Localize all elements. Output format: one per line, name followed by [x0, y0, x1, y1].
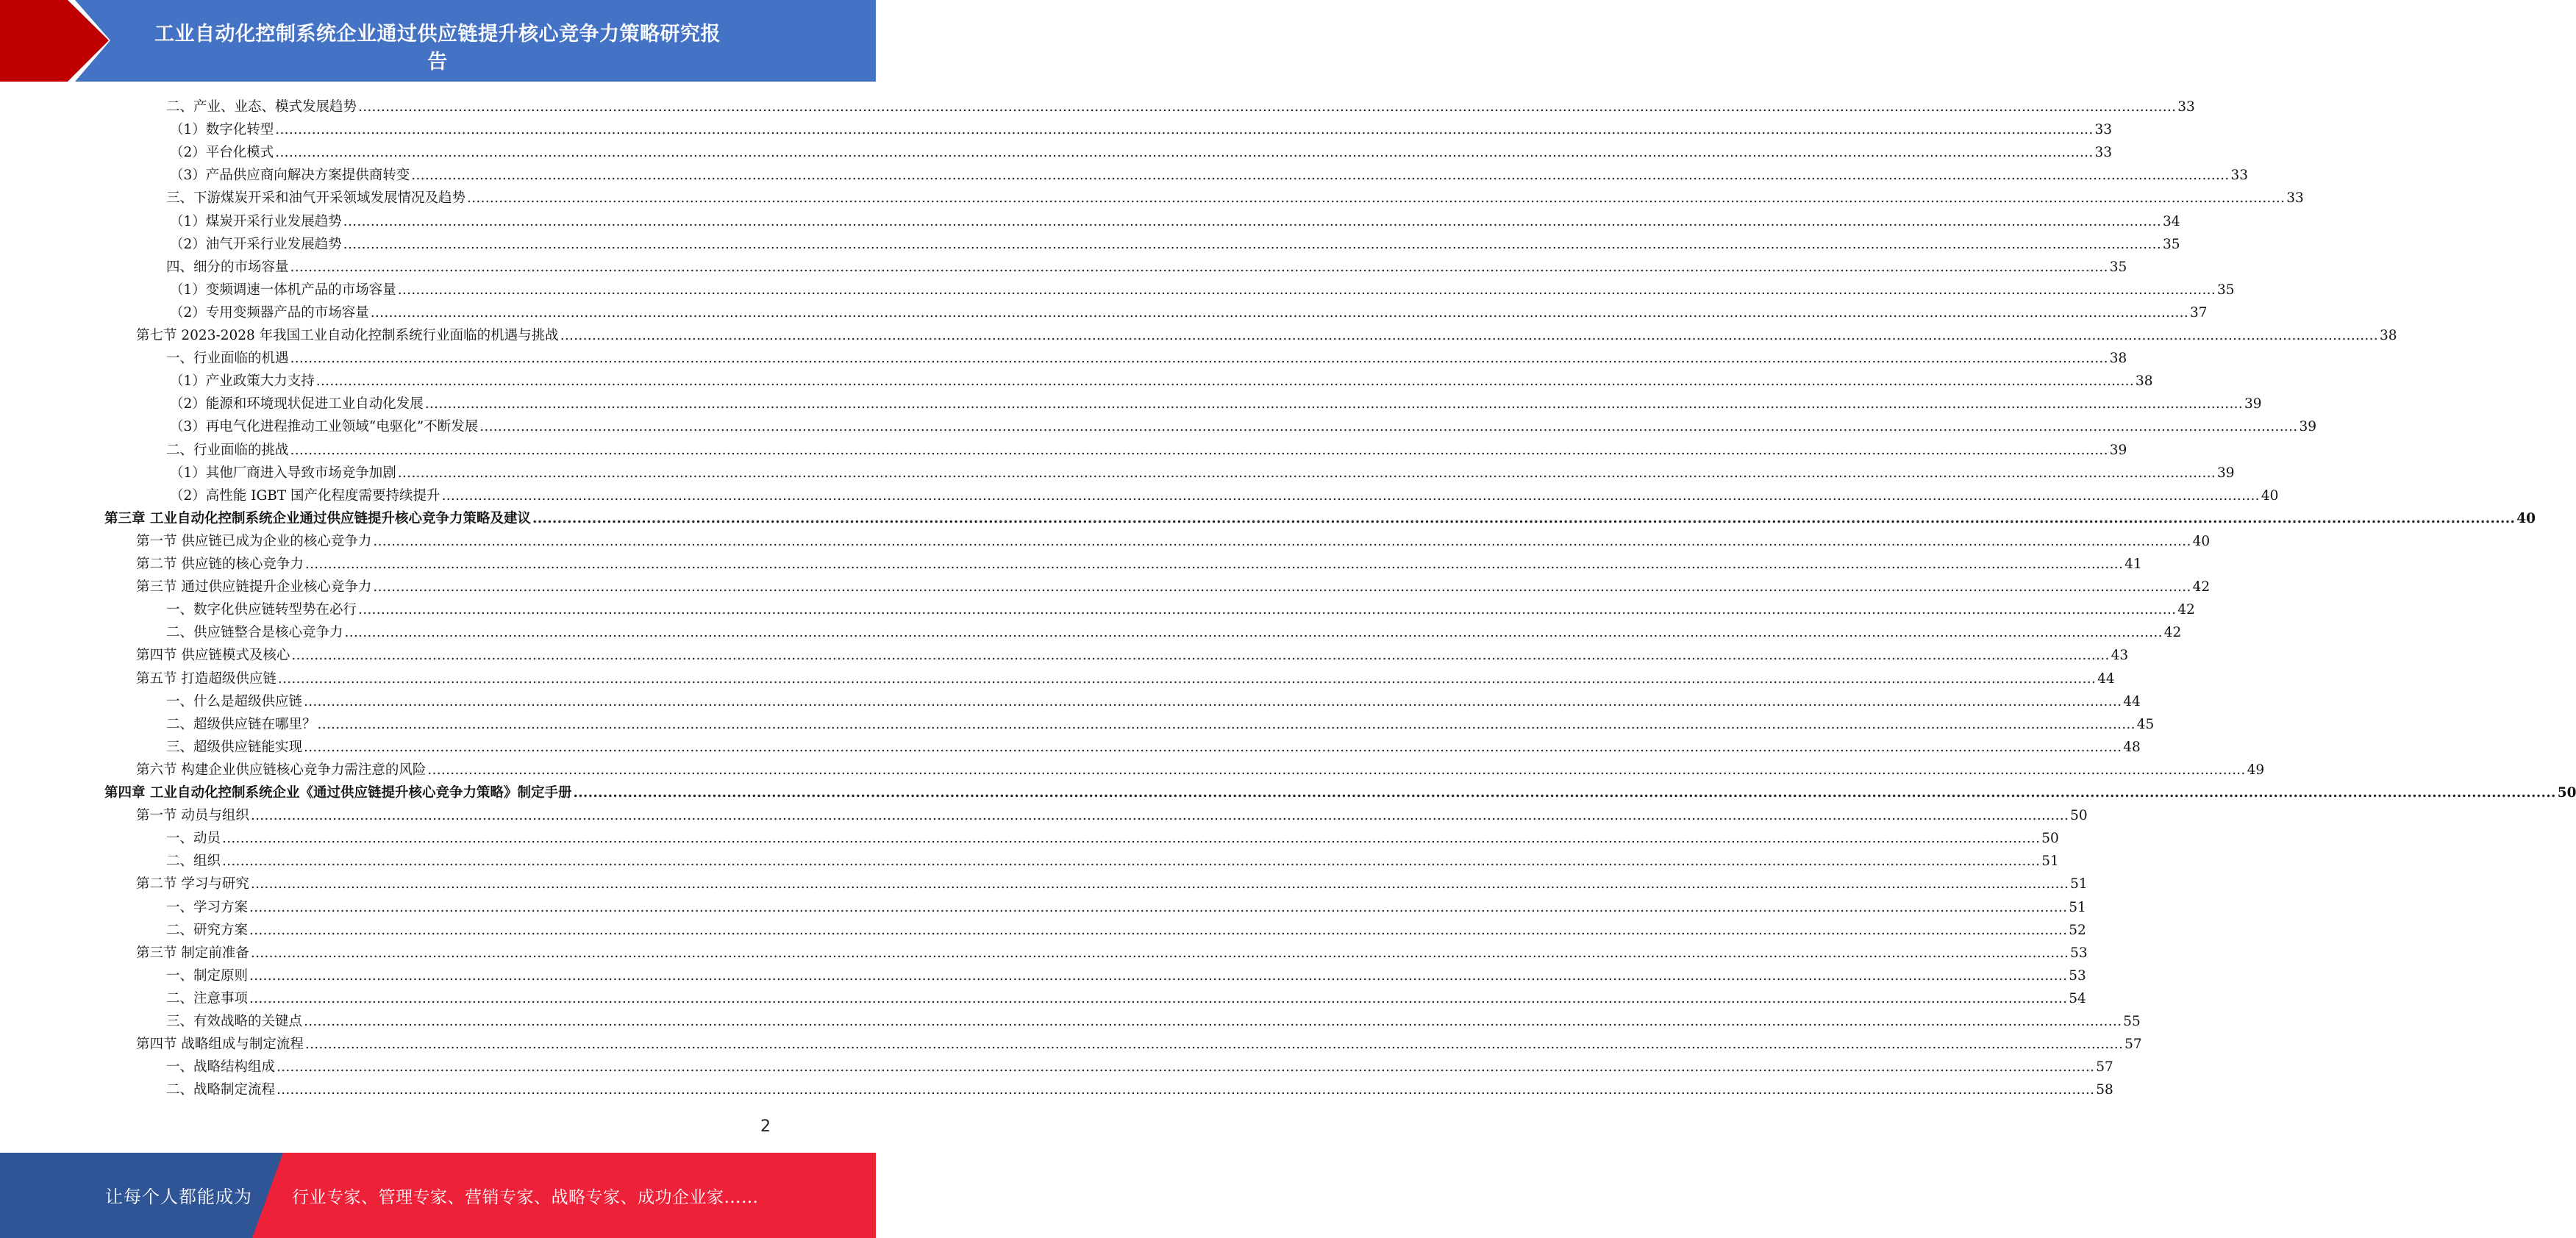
- toc-entry[interactable]: [166, 437, 2127, 459]
- toc-entry-label: 第五节 打造超级供应链: [136, 670, 276, 687]
- footer-slogan-left: 让每个人都能成为: [105, 1187, 252, 1207]
- toc-entry-label: 第四节 战略组成与制定流程: [136, 1037, 304, 1053]
- footer-slogan-right: 行业专家、管理专家、营销专家、战略专家、成功企业家……: [292, 1188, 759, 1207]
- toc-entry[interactable]: [166, 962, 2086, 985]
- toc-entry[interactable]: [166, 619, 2182, 642]
- toc-entry-label: 第四节 供应链模式及核心: [136, 648, 290, 664]
- document-title-line-2: 告: [427, 51, 448, 74]
- page-header: [0, 0, 876, 82]
- toc-entry-page: 39: [2217, 465, 2235, 481]
- toc-dot-leader: ................................................................................................................................................................................................................................................................................................................................................................................................................: [249, 922, 2068, 938]
- toc-entry[interactable]: [166, 596, 2195, 619]
- toc-entry-page: 40: [2516, 510, 2536, 526]
- toc-dot-leader: ................................................................................................................................................................................................................................................................................................................................................................................................................: [427, 762, 2246, 778]
- toc-entry-page: 41: [2124, 557, 2142, 572]
- toc-entry-label: 第二节 学习与研究: [136, 876, 249, 892]
- toc-entry-page: 45: [2136, 716, 2155, 732]
- toc-entry[interactable]: [136, 642, 2129, 665]
- toc-dot-leader: ................................................................................................................................................................................................................................................................................................................................................................................................................: [291, 648, 2110, 664]
- toc-entry-page: 48: [2123, 739, 2141, 755]
- toc-entry-label: 二、研究方案: [166, 922, 249, 938]
- toc-dot-leader: ................................................................................................................................................................................................................................................................................................................................................................................................................: [250, 808, 2069, 824]
- toc-entry-label: 第一节 动员与组织: [136, 808, 249, 824]
- toc-entry-label: （2）油气开采行业发展趋势: [170, 236, 342, 252]
- toc-dot-leader: ................................................................................................................................................................................................................................................................................................................................................................................................................: [315, 373, 2135, 390]
- toc-entry[interactable]: [136, 756, 2265, 779]
- toc-entry[interactable]: [166, 688, 2141, 711]
- toc-dot-leader: ................................................................................................................................................................................................................................................................................................................................................................................................................: [467, 190, 2286, 207]
- toc-entry-label: 第三节 制定前准备: [136, 945, 249, 961]
- toc-entry[interactable]: [104, 779, 2576, 802]
- toc-entry-label: 二、战略制定流程: [166, 1082, 276, 1098]
- toc-entry-page: 44: [2123, 693, 2141, 709]
- toc-entry-label: （1）产业政策大力支持: [170, 373, 315, 390]
- header-red-arrow-decoration: [0, 0, 110, 82]
- toc-dot-leader: ................................................................................................................................................................................................................................................................................................................................................................................................................: [290, 351, 2108, 367]
- toc-entry[interactable]: [170, 162, 2249, 185]
- toc-entry-label: 第七节 2023-2028 年我国工业自动化控制系统行业面临的机遇与挑战: [136, 328, 559, 343]
- toc-entry-page: 51: [2069, 899, 2086, 915]
- toc-entry-page: 42: [2163, 625, 2182, 641]
- toc-dot-leader: ................................................................................................................................................................................................................................................................................................................................................................................................................: [370, 304, 2189, 321]
- toc-entry-label: （2）高性能 IGBT 国产化程度需要持续提升: [170, 487, 440, 504]
- toc-dot-leader: ................................................................................................................................................................................................................................................................................................................................................................................................................: [249, 899, 2068, 915]
- toc-entry[interactable]: [166, 894, 2086, 917]
- toc-entry-label: 一、学习方案: [166, 899, 249, 915]
- toc-entry[interactable]: [166, 1008, 2141, 1031]
- toc-entry[interactable]: [136, 870, 2088, 893]
- toc-entry-page: 42: [2177, 602, 2195, 618]
- toc-dot-leader: ................................................................................................................................................................................................................................................................................................................................................................................................................: [304, 1037, 2124, 1053]
- toc-entry[interactable]: [136, 940, 2088, 962]
- toc-entry-label: 一、动员: [166, 831, 221, 847]
- toc-entry-label: （3）再电气化进程推动工业领域“电驱化”不断发展: [170, 419, 479, 435]
- toc-entry-page: 53: [2069, 967, 2086, 984]
- toc-entry[interactable]: [136, 528, 2211, 551]
- toc-entry-page: 35: [2109, 259, 2127, 275]
- toc-entry-page: 37: [2190, 304, 2208, 321]
- toc-entry[interactable]: [170, 139, 2113, 162]
- toc-dot-leader: ................................................................................................................................................................................................................................................................................................................................................................................................................: [317, 716, 2136, 732]
- toc-entry-page: 34: [2163, 213, 2180, 229]
- toc-entry-label: 第三节 通过供应链提升企业核心竞争力: [136, 579, 372, 595]
- toc-entry-label: 二、超级供应链在哪里？: [166, 716, 316, 732]
- toc-dot-leader: ................................................................................................................................................................................................................................................................................................................................................................................................................: [560, 328, 2378, 343]
- toc-entry-label: 第一节 供应链已成为企业的核心竞争力: [136, 533, 372, 549]
- toc-entry-page: 51: [2041, 854, 2059, 870]
- toc-dot-leader: ................................................................................................................................................................................................................................................................................................................................................................................................................: [275, 145, 2094, 161]
- toc-entry[interactable]: [166, 1053, 2113, 1076]
- toc-entry-page: 50: [2070, 808, 2088, 824]
- toc-dot-leader: ................................................................................................................................................................................................................................................................................................................................................................................................................: [222, 831, 2041, 847]
- toc-entry-page: 33: [2286, 190, 2304, 207]
- toc-entry-page: 33: [2094, 122, 2113, 138]
- toc-dot-leader: ................................................................................................................................................................................................................................................................................................................................................................................................................: [532, 510, 2516, 526]
- toc-entry-label: 三、下游煤炭开采和油气开采领域发展情况及趋势: [166, 190, 466, 207]
- toc-entry-page: 50: [2041, 831, 2059, 847]
- toc-entry[interactable]: [136, 573, 2211, 596]
- toc-dot-leader: ................................................................................................................................................................................................................................................................................................................................................................................................................: [373, 579, 2191, 595]
- toc-entry[interactable]: [136, 551, 2142, 573]
- toc-entry-page: 38: [2136, 373, 2153, 390]
- toc-entry-label: 第二节 供应链的核心竞争力: [136, 557, 304, 572]
- toc-dot-leader: ................................................................................................................................................................................................................................................................................................................................................................................................................: [277, 670, 2097, 687]
- toc-dot-leader: ................................................................................................................................................................................................................................................................................................................................................................................................................: [373, 533, 2191, 549]
- toc-entry-page: 58: [2096, 1082, 2113, 1098]
- toc-entry-page: 39: [2299, 419, 2316, 435]
- toc-entry-label: 一、制定原则: [166, 967, 249, 984]
- page-footer: [0, 1153, 876, 1238]
- toc-entry[interactable]: [136, 322, 2397, 345]
- toc-entry-label: 二、供应链整合是核心竞争力: [166, 625, 343, 641]
- toc-dot-leader: ................................................................................................................................................................................................................................................................................................................................................................................................................: [573, 785, 2556, 801]
- toc-entry-page: 35: [2163, 236, 2180, 252]
- toc-entry-page: 42: [2192, 579, 2211, 595]
- toc-entry-label: （2）平台化模式: [170, 145, 274, 161]
- toc-entry[interactable]: [170, 482, 2279, 505]
- toc-dot-leader: ................................................................................................................................................................................................................................................................................................................................................................................................................: [304, 1014, 2122, 1029]
- toc-entry-page: 43: [2111, 648, 2129, 664]
- toc-entry-label: 一、什么是超级供应链: [166, 693, 303, 709]
- toc-dot-leader: ................................................................................................................................................................................................................................................................................................................................................................................................................: [304, 557, 2124, 572]
- toc-entry[interactable]: [166, 345, 2127, 368]
- toc-entry-label: 三、超级供应链能实现: [166, 739, 303, 755]
- toc-entry-page: 33: [2230, 168, 2249, 184]
- document-title-line-1: 工业自动化控制系统企业通过供应链提升核心竞争力策略研究报: [154, 23, 721, 46]
- toc-entry-label: 一、战略结构组成: [166, 1059, 276, 1076]
- toc-entry-label: 三、有效战略的关键点: [166, 1014, 303, 1029]
- toc-dot-leader: ................................................................................................................................................................................................................................................................................................................................................................................................................: [479, 419, 2298, 435]
- toc-entry-label: （1）其他厂商进入导致市场竞争加剧: [170, 465, 396, 481]
- toc-entry-label: 第四章 工业自动化控制系统企业《通过供应链提升核心竞争力策略》制定手册: [104, 785, 572, 801]
- toc-entry-label: （1）变频调速一体机产品的市场容量: [170, 282, 396, 298]
- toc-entry-label: 二、注意事项: [166, 990, 249, 1006]
- toc-dot-leader: ................................................................................................................................................................................................................................................................................................................................................................................................................: [344, 625, 2163, 641]
- toc-dot-leader: ................................................................................................................................................................................................................................................................................................................................................................................................................: [358, 602, 2177, 618]
- toc-entry[interactable]: [166, 825, 2059, 848]
- toc-entry-label: 一、行业面临的机遇: [166, 351, 289, 367]
- toc-entry-page: 55: [2123, 1014, 2141, 1029]
- toc-entry-label: 第六节 构建企业供应链核心竞争力需注意的风险: [136, 762, 427, 778]
- toc-entry-label: （3）产品供应商向解决方案提供商转变: [170, 168, 410, 184]
- toc-entry[interactable]: [170, 116, 2113, 139]
- toc-entry[interactable]: [104, 505, 2536, 528]
- toc-entry-label: 二、行业面临的挑战: [166, 442, 289, 458]
- toc-entry-page: 38: [2379, 328, 2397, 343]
- toc-dot-leader: ................................................................................................................................................................................................................................................................................................................................................................................................................: [249, 990, 2068, 1006]
- toc-entry-page: 57: [2124, 1037, 2142, 1053]
- toc-dot-leader: ................................................................................................................................................................................................................................................................................................................................................................................................................: [343, 213, 2162, 229]
- document-title: [125, 21, 750, 76]
- toc-entry-label: （1）数字化转型: [170, 122, 274, 138]
- toc-entry[interactable]: [136, 665, 2115, 688]
- toc-entry[interactable]: [166, 985, 2086, 1008]
- toc-entry[interactable]: [166, 185, 2304, 207]
- toc-entry[interactable]: [166, 848, 2059, 870]
- toc-entry-page: 39: [2109, 442, 2127, 458]
- toc-entry-label: 二、组织: [166, 854, 221, 870]
- toc-entry-label: （2）能源和环境现状促进工业自动化发展: [170, 396, 424, 412]
- toc-dot-leader: ................................................................................................................................................................................................................................................................................................................................................................................................................: [290, 259, 2108, 275]
- toc-entry[interactable]: [170, 299, 2208, 322]
- toc-entry-page: 52: [2069, 922, 2086, 938]
- page-number: 2: [760, 1117, 771, 1136]
- toc-entry-page: 44: [2097, 670, 2115, 687]
- toc-entry[interactable]: [170, 231, 2180, 254]
- toc-entry-page: 54: [2069, 990, 2086, 1006]
- toc-entry-page: 35: [2217, 282, 2235, 298]
- toc-entry[interactable]: [166, 711, 2155, 734]
- toc-dot-leader: ................................................................................................................................................................................................................................................................................................................................................................................................................: [411, 168, 2230, 184]
- toc-entry[interactable]: [170, 413, 2316, 436]
- toc-entry[interactable]: [166, 734, 2141, 756]
- toc-dot-leader: ................................................................................................................................................................................................................................................................................................................................................................................................................: [250, 876, 2069, 892]
- toc-entry-page: 40: [2192, 533, 2211, 549]
- toc-entry-label: 二、产业、业态、模式发展趋势: [166, 99, 357, 115]
- toc-entry[interactable]: [166, 254, 2127, 276]
- toc-entry[interactable]: [166, 93, 2195, 116]
- toc-entry-page: 38: [2109, 351, 2127, 367]
- toc-dot-leader: ................................................................................................................................................................................................................................................................................................................................................................................................................: [358, 99, 2177, 115]
- toc-entry-label: 第三章 工业自动化控制系统企业通过供应链提升核心竞争力策略及建议: [104, 510, 531, 526]
- toc-entry-page: 39: [2244, 396, 2262, 412]
- toc-dot-leader: ................................................................................................................................................................................................................................................................................................................................................................................................................: [222, 854, 2041, 870]
- toc-dot-leader: ................................................................................................................................................................................................................................................................................................................................................................................................................: [441, 487, 2260, 504]
- toc-entry-label: 一、数字化供应链转型势在必行: [166, 602, 357, 618]
- toc-dot-leader: ................................................................................................................................................................................................................................................................................................................................................................................................................: [397, 465, 2216, 481]
- toc-entry[interactable]: [136, 802, 2088, 825]
- toc-entry-label: （2）专用变频器产品的市场容量: [170, 304, 369, 321]
- toc-entry[interactable]: [170, 368, 2153, 390]
- toc-entry[interactable]: [136, 1031, 2142, 1053]
- toc-entry-page: 49: [2247, 762, 2265, 778]
- toc-entry-page: 57: [2096, 1059, 2113, 1076]
- toc-entry[interactable]: [170, 390, 2262, 413]
- toc-dot-leader: ................................................................................................................................................................................................................................................................................................................................................................................................................: [249, 967, 2068, 984]
- toc-entry-page: 50: [2557, 785, 2576, 801]
- toc-dot-leader: ................................................................................................................................................................................................................................................................................................................................................................................................................: [276, 1059, 2095, 1076]
- toc-entry-page: 53: [2070, 945, 2088, 961]
- toc-entry-page: 51: [2070, 876, 2088, 892]
- toc-entry[interactable]: [166, 917, 2086, 940]
- toc-entry-page: 40: [2261, 487, 2279, 504]
- toc-entry[interactable]: [170, 276, 2235, 299]
- toc-dot-leader: ................................................................................................................................................................................................................................................................................................................................................................................................................: [275, 122, 2094, 138]
- toc-entry-page: 33: [2094, 145, 2113, 161]
- toc-entry[interactable]: [170, 459, 2235, 482]
- toc-dot-leader: ................................................................................................................................................................................................................................................................................................................................................................................................................: [276, 1082, 2095, 1098]
- toc-dot-leader: ................................................................................................................................................................................................................................................................................................................................................................................................................: [250, 945, 2069, 961]
- toc-dot-leader: ................................................................................................................................................................................................................................................................................................................................................................................................................: [424, 396, 2244, 412]
- toc-entry[interactable]: [170, 208, 2180, 231]
- toc-entry-label: 四、细分的市场容量: [166, 259, 289, 275]
- toc-dot-leader: ................................................................................................................................................................................................................................................................................................................................................................................................................: [343, 236, 2162, 252]
- toc-entry-label: （1）煤炭开采行业发展趋势: [170, 213, 342, 229]
- toc-entry[interactable]: [166, 1076, 2113, 1099]
- toc-dot-leader: ................................................................................................................................................................................................................................................................................................................................................................................................................: [290, 442, 2108, 458]
- toc-dot-leader: ................................................................................................................................................................................................................................................................................................................................................................................................................: [304, 739, 2122, 755]
- toc-dot-leader: ................................................................................................................................................................................................................................................................................................................................................................................................................: [304, 693, 2122, 709]
- toc-dot-leader: ................................................................................................................................................................................................................................................................................................................................................................................................................: [397, 282, 2216, 298]
- toc-entry-page: 33: [2177, 99, 2195, 115]
